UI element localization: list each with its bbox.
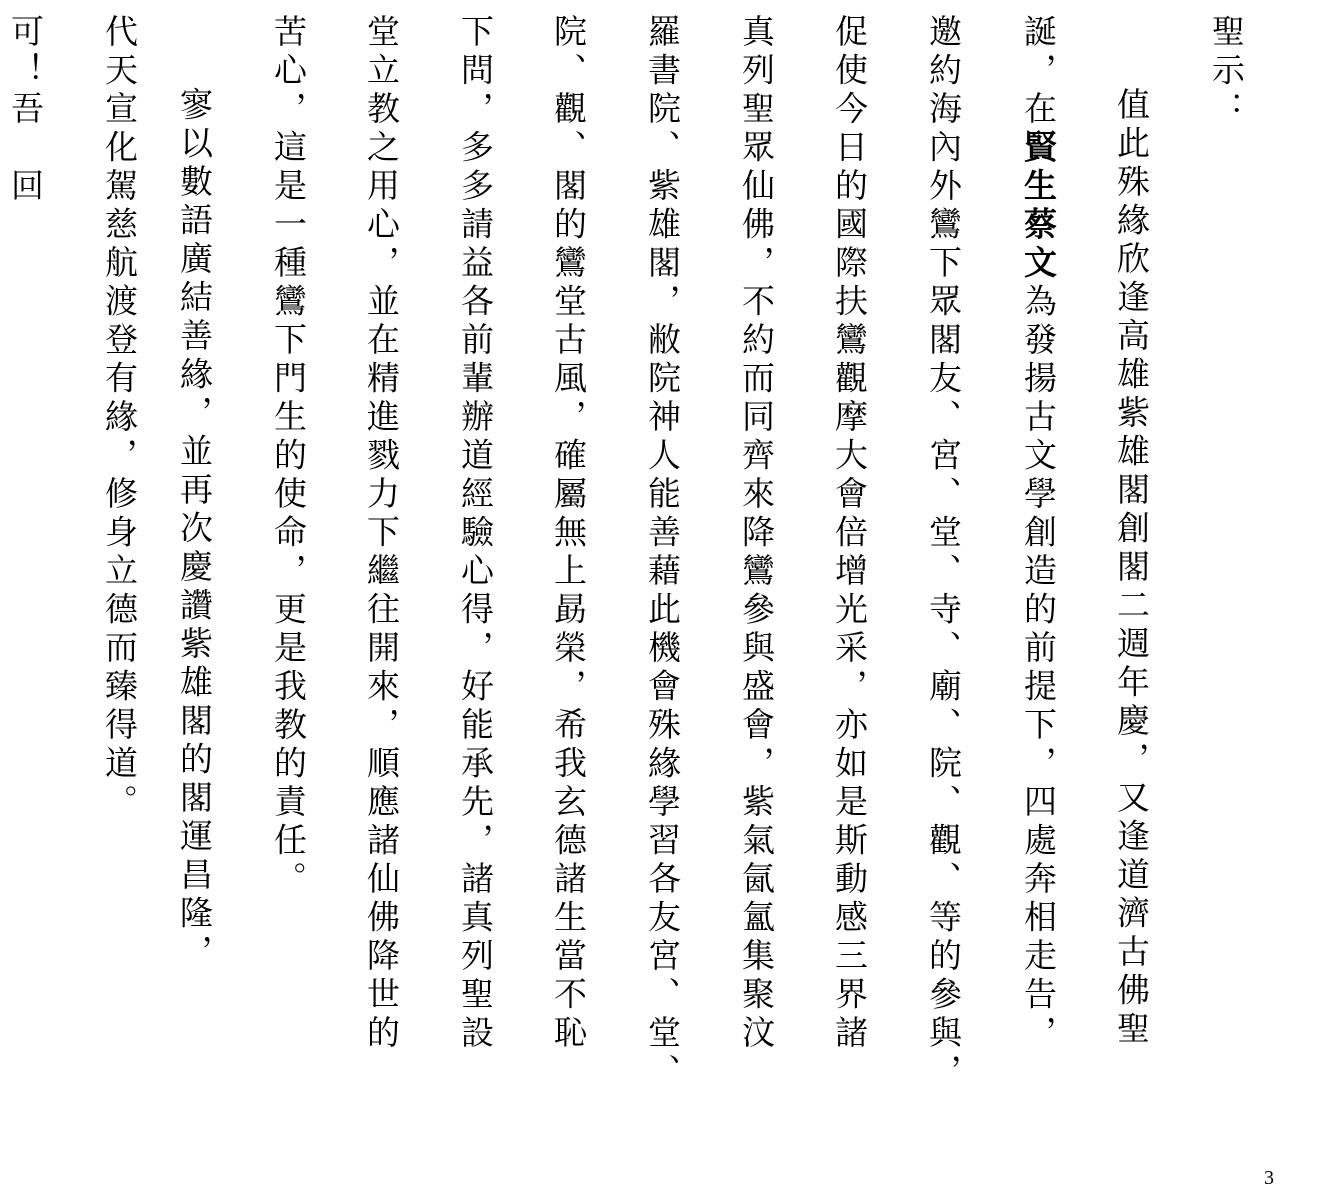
text-column-12: 代天宣化駕慈航渡登有緣，修身立德而臻得道。 bbox=[100, 14, 139, 823]
text-column-7: 院、觀、閣的鸞堂古風，確屬無上勗榮，希我玄德諸生當不恥 bbox=[549, 14, 588, 1054]
text-column-6: 羅書院、紫雄閣，敝院神人能善藉此機會殊緣學習各友宮、堂、 bbox=[643, 14, 682, 1092]
page-number: 3 bbox=[1264, 1167, 1274, 1189]
bold-name: 賢生蔡文 bbox=[1019, 129, 1058, 284]
heading-column: 聖示： bbox=[1207, 14, 1246, 130]
text-column-4: 促使今日的國際扶鸞觀摩大會倍增光采，亦如是斯動感三界諸 bbox=[830, 14, 869, 1054]
text-column-10: 苦心，這是一種鸞下門生的使命，更是我教的責任。 bbox=[269, 14, 308, 900]
text-column-2 bbox=[1016, 14, 1060, 1054]
text-column-2-part-1: 誕，在 bbox=[1019, 14, 1058, 130]
text-column-11: 寥以數語廣結善緣，並再次慶讚紫雄閣的閣運昌隆， bbox=[175, 87, 214, 973]
closing-column: 可！吾 回 bbox=[6, 14, 45, 207]
text-column-5: 真列聖眾仙佛，不約而同齊來降鸞參與盛會，紫氣氤氳集聚汶 bbox=[737, 14, 776, 1054]
text-column-8: 下問，多多請益各前輩辦道經驗心得，好能承先，諸真列聖設 bbox=[456, 14, 495, 1054]
text-column-2-part-2: 為發揚古文學創造的前提下，四處奔相走告， bbox=[1019, 283, 1058, 1054]
text-column-9: 堂立教之用心，並在精進戮力下繼往開來，順應諸仙佛降世的 bbox=[362, 14, 401, 1054]
text-column-3: 邀約海內外鸞下眾閣友、宮、堂、寺、廟、院、觀、等的參與， bbox=[924, 14, 963, 1092]
text-column-1: 值此殊緣欣逢高雄紫雄閣創閣二週年慶，又逢道濟古佛聖 bbox=[1112, 87, 1151, 1050]
